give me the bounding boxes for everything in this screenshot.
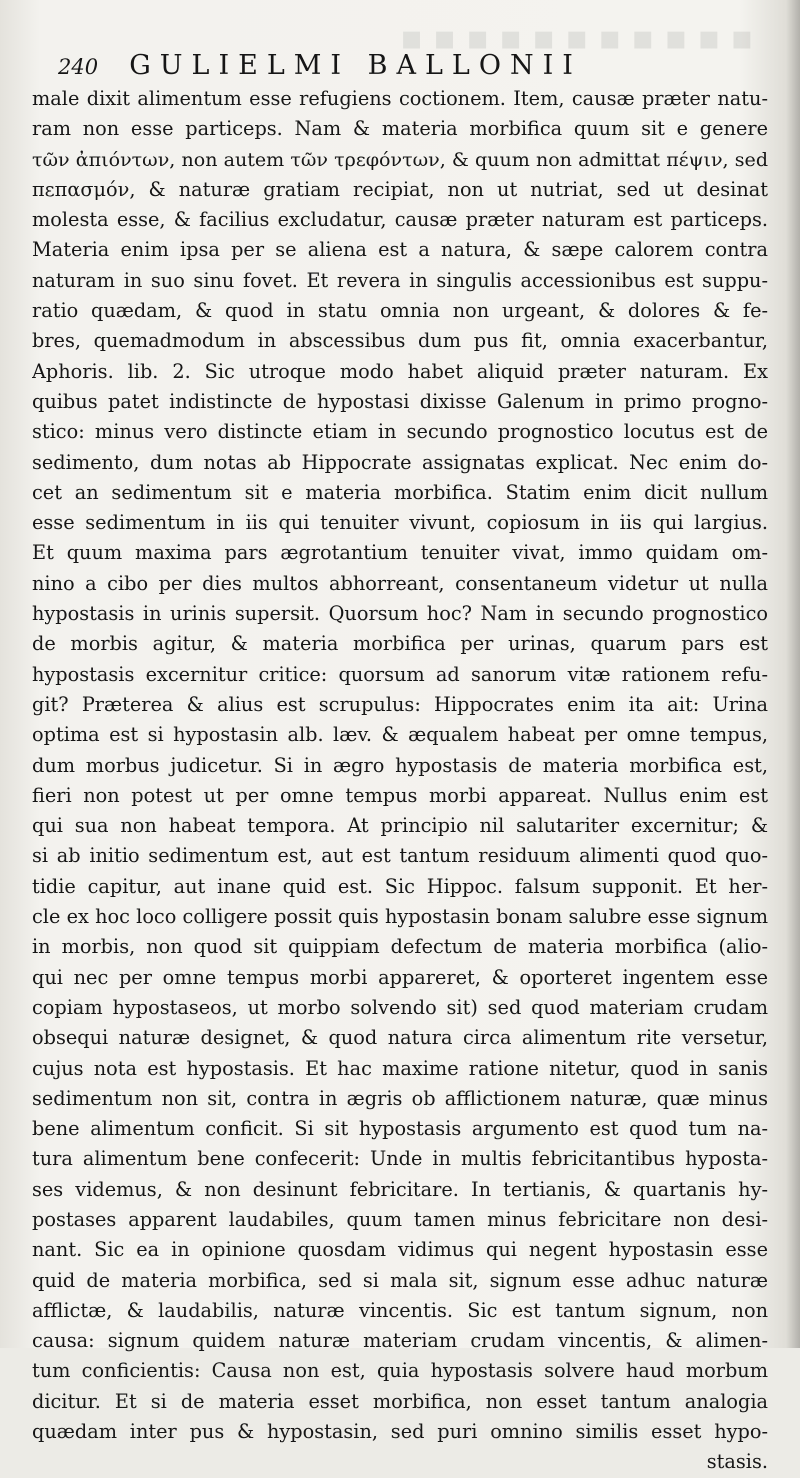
text-line: copiam hypostaseos, ut morbo solvendo sit) sed quod materiam crudam: [32, 995, 768, 1019]
text-line: sedimento, dum notas ab Hippocrate assignatas explicat. Nec enim do-: [32, 450, 768, 474]
text-line: cet an sedimentum sit e materia morbifica. Statim enim dicit nullum: [32, 480, 768, 504]
running-head: GULIELMI BALLONII: [129, 50, 582, 81]
text-line: qui sua non habeat tempora. At principio nil salutariter excernitur; &: [32, 814, 768, 838]
text-line: bene alimentum conficit. Si sit hypostasis argumento est quod tum na-: [32, 1117, 768, 1141]
text-line: sedimentum non sit, contra in ægris ob afflictionem naturæ, quæ minus: [32, 1086, 768, 1110]
text-line: ses videmus, & non desinunt febricitare. In tertianis, & quartanis hy-: [32, 1177, 768, 1201]
text-line-last: stasis.: [706, 1450, 768, 1474]
bleed-through-text: ▪▪▪▪▪▪▪▪▪▪▪: [400, 18, 764, 58]
text-line: tura alimentum bene confecerit: Unde in multis febricitantibus hyposta-: [32, 1147, 768, 1171]
body-text: [32, 84, 768, 1478]
text-line: naturam in suo sinu fovet. Et revera in singulis accessionibus est suppu-: [32, 268, 768, 292]
text-line: postases apparent laudabiles, quum tamen minus febricitare non desi-: [32, 1207, 768, 1231]
text-line: stico: minus vero distincte etiam in secundo prognostico locutus est de: [32, 420, 768, 444]
text-line: si ab initio sedimentum est, aut est tantum residuum alimenti quod quo-: [32, 844, 768, 868]
text-line: tum conficientis: Causa non est, quia hypostasis solvere haud morbum: [32, 1359, 768, 1383]
text-line: optima est si hypostasin alb. læv. & æqualem habeat per omne tempus,: [32, 723, 768, 747]
text-line: afflictæ, & laudabilis, naturæ vincentis. Sic est tantum signum, non: [32, 1298, 768, 1322]
text-line: in morbis, non quod sit quippiam defectum de materia morbifica (alio-: [32, 935, 768, 959]
text-line: πεπασμόν, & naturæ gratiam recipiat, non ut nutriat, sed ut desinat: [32, 177, 768, 201]
text-line: Aphoris. lib. 2. Sic utroque modo habet aliquid præter naturam. Ex: [32, 359, 768, 383]
text-line: fieri non potest ut per omne tempus morbi appareat. Nullus enim est: [32, 783, 768, 807]
text-line: Materia enim ipsa per se aliena est a natura, & sæpe calorem contra: [32, 238, 768, 262]
text-line: dum morbus judicetur. Si in ægro hypostasis de materia morbifica est,: [32, 753, 768, 777]
page-number: 240: [58, 55, 99, 79]
text-line: causa: signum quidem naturæ materiam crudam vincentis, & alimen-: [32, 1329, 768, 1353]
text-line: de morbis agitur, & materia morbifica per urinas, quarum pars est: [32, 632, 768, 656]
text-line: hypostasis in urinis supersit. Quorsum hoc? Nam in secundo prognostico: [32, 602, 768, 626]
text-line: quid de materia morbifica, sed si mala sit, signum esse adhuc naturæ: [32, 1268, 768, 1292]
text-line: nant. Sic ea in opinione quosdam vidimus qui negent hypostasin esse: [32, 1238, 768, 1262]
page-edge-shadow: [786, 0, 800, 1348]
text-line: dicitur. Et si de materia esset morbifica, non esset tantum analogia: [32, 1389, 768, 1413]
text-line: ram non esse particeps. Nam & materia morbifica quum sit e genere: [32, 117, 768, 141]
text-line: quibus patet indistincte de hypostasi dixisse Galenum in primo progno-: [32, 389, 768, 413]
text-line: qui nec per omne tempus morbi appareret, & oporteret ingentem esse: [32, 965, 768, 989]
text-line: hypostasis excernitur critice: quorsum ad sanorum vitæ rationem refu-: [32, 662, 768, 686]
text-line: molesta esse, & facilius excludatur, causæ præter naturam est particeps.: [32, 208, 768, 232]
text-line: obsequi naturæ designet, & quod natura circa alimentum rite versetur,: [32, 1026, 768, 1050]
text-line: bres, quemadmodum in abscessibus dum pus fit, omnia exacerbantur,: [32, 329, 768, 353]
text-line: git? Præterea & alius est scrupulus: Hippocrates enim ita ait: Urina: [32, 692, 768, 716]
text-line: Et quum maxima pars ægrotantium tenuiter vivat, immo quidam om-: [32, 541, 768, 565]
text-line: quædam inter pus & hypostasin, sed puri omnino similis esset hypo-: [32, 1420, 768, 1444]
text-line: ratio quædam, & quod in statu omnia non urgeant, & dolores & fe-: [32, 299, 768, 323]
text-line: tidie capitur, aut inane quid est. Sic Hippoc. falsum supponit. Et her-: [32, 874, 768, 898]
text-line: cle ex hoc loco colligere possit quis hypostasin bonam salubre esse signum: [32, 905, 768, 929]
text-line: τῶν ἀπιόντων, non autem τῶν τρεφόντων, & quum non admittat πέψιν, sed: [32, 148, 768, 171]
text-line: male dixit alimentum esse refugiens coctionem. Item, causæ præter natu-: [32, 87, 768, 110]
text-line: esse sedimentum in iis qui tenuiter vivunt, copiosum in iis qui largius.: [32, 511, 768, 535]
page-header: [58, 50, 768, 86]
text-line: cujus nota est hypostasis. Et hac maxime ratione nitetur, quod in sanis: [32, 1056, 768, 1080]
text-line: nino a cibo per dies multos abhorreant, consentaneum videtur ut nulla: [32, 571, 768, 595]
